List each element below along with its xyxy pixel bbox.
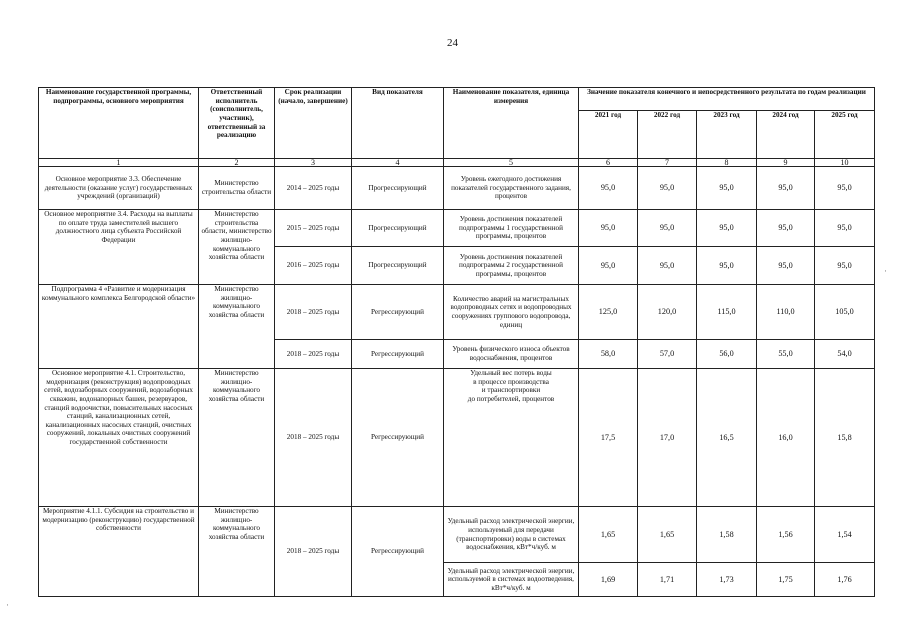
value-cell: 95,0 (815, 167, 875, 210)
value-cell: 95,0 (697, 167, 757, 210)
row-indicator: Удельный расход электрической энергии, используемый для передачи (транспортировки) воды в системах водоснабжения, кВт*ч/куб. м (444, 507, 579, 563)
value-cell: 95,0 (815, 210, 875, 247)
header-indicator: Наименование показателя, единица измерения (444, 88, 579, 159)
value-cell: 1,65 (579, 507, 638, 563)
value-cell: 57,0 (638, 340, 697, 369)
header-term: Срок реализации (начало, завершение) (275, 88, 352, 159)
row-type: Прогрессирующий (352, 210, 444, 247)
value-cell: 95,0 (757, 210, 815, 247)
value-cell: 56,0 (697, 340, 757, 369)
table-row (39, 285, 875, 340)
value-cell: 1,76 (815, 563, 875, 597)
row-executor: Министерство жилищно-коммунального хозяйства области (199, 369, 275, 507)
column-index: 6 (579, 159, 638, 167)
row-name: Мероприятие 4.1.1. Субсидия на строительство и модернизацию (реконструкцию) государственной собственности (39, 507, 199, 597)
header-row (39, 88, 875, 111)
value-cell: 95,0 (638, 167, 697, 210)
value-cell: 95,0 (697, 247, 757, 285)
row-name: Подпрограмма 4 «Развитие и модернизация коммунального комплекса Белгородской области» (39, 285, 199, 369)
column-index: 5 (444, 159, 579, 167)
row-indicator: Уровень физического износа объектов водоснабжения, процентов (444, 340, 579, 369)
value-cell: 95,0 (579, 167, 638, 210)
row-name: Основное мероприятие 4.1. Строительство, модернизация (реконструкция) водопроводных сетей, водозаборных сооружений, водозаборных скважин, водонапорных башен, резервуаров, станций водоочистки, повысительных насосных станций, канализационных сетей, канализационных насосных станций, очистных сооружений, локальных очистных сооружений государственной собственности (39, 369, 199, 507)
row-type: Прогрессирующий (352, 167, 444, 210)
value-cell: 110,0 (757, 285, 815, 340)
column-index: 2 (199, 159, 275, 167)
value-cell: 95,0 (579, 210, 638, 247)
value-cell: 95,0 (697, 210, 757, 247)
value-cell: 125,0 (579, 285, 638, 340)
row-executor: Министерство жилищно-коммунального хозяйства области (199, 507, 275, 597)
value-cell: 15,8 (815, 369, 875, 507)
value-cell: 1,58 (697, 507, 757, 563)
column-index: 1 (39, 159, 199, 167)
page-number: 24 (447, 37, 458, 49)
row-indicator: Количество аварий на магистральных водопроводных сетях и водопроводных сооружениях группового водопровода, единиц (444, 285, 579, 340)
value-cell: 115,0 (697, 285, 757, 340)
row-type: Регрессирующий (352, 340, 444, 369)
scan-mark: · (6, 600, 9, 610)
row-executor: Министерство жилищно-коммунального хозяйства области (199, 285, 275, 369)
column-index: 10 (815, 159, 875, 167)
value-cell: 17,5 (579, 369, 638, 507)
row-type: Регрессирующий (352, 369, 444, 507)
row-indicator: Удельный вес потерь воды в процессе производства и транспортировки до потребителей, процентов (444, 369, 579, 507)
header-name: Наименование государственной программы, подпрограммы, основного мероприятия (39, 88, 199, 159)
table-row (39, 167, 875, 210)
row-term: 2018 – 2025 годы (275, 507, 352, 597)
value-cell: 1,73 (697, 563, 757, 597)
value-cell: 16,5 (697, 369, 757, 507)
value-cell: 95,0 (638, 247, 697, 285)
indicators-table (38, 87, 875, 597)
row-term: 2018 – 2025 годы (275, 340, 352, 369)
value-cell: 54,0 (815, 340, 875, 369)
row-name: Основное мероприятие 3.4. Расходы на выплаты по оплате труда заместителей высшего должностного лица субъекта Российской Федерации (39, 210, 199, 285)
table-row (39, 507, 875, 563)
header-executor: Ответственный исполнитель (соисполнитель, участник), ответственный за реализацию (199, 88, 275, 159)
row-indicator: Удельный расход электрической энергии, используемой в системах водоотведения, кВт*ч/куб. м (444, 563, 579, 597)
value-cell: 1,71 (638, 563, 697, 597)
row-term: 2018 – 2025 годы (275, 369, 352, 507)
value-cell: 1,65 (638, 507, 697, 563)
row-term: 2014 – 2025 годы (275, 167, 352, 210)
column-index: 9 (757, 159, 815, 167)
column-index-row (39, 159, 875, 167)
row-term: 2016 – 2025 годы (275, 247, 352, 285)
value-cell: 95,0 (757, 247, 815, 285)
value-cell: 105,0 (815, 285, 875, 340)
table-row (39, 210, 875, 247)
value-cell: 120,0 (638, 285, 697, 340)
row-name: Основное мероприятие 3.3. Обеспечение деятельности (оказание услуг) государственных учреждений (организаций) (39, 167, 199, 210)
column-index: 4 (352, 159, 444, 167)
value-cell: 95,0 (757, 167, 815, 210)
header-year: 2023 год (697, 111, 757, 159)
value-cell: 1,54 (815, 507, 875, 563)
row-indicator: Уровень достижения показателей подпрограммы 2 государственной программы, процентов (444, 247, 579, 285)
row-type: Регрессирующий (352, 507, 444, 597)
header-year: 2022 год (638, 111, 697, 159)
row-executor: Министерство строительства области (199, 167, 275, 210)
column-index: 7 (638, 159, 697, 167)
value-cell: 95,0 (815, 247, 875, 285)
value-cell: 58,0 (579, 340, 638, 369)
value-cell: 1,69 (579, 563, 638, 597)
header-type: Вид показателя (352, 88, 444, 159)
header-year: 2024 год (757, 111, 815, 159)
value-cell: 1,75 (757, 563, 815, 597)
value-cell: 95,0 (638, 210, 697, 247)
value-cell: 1,56 (757, 507, 815, 563)
row-type: Регрессирующий (352, 285, 444, 340)
row-executor: Министерство строительства области, министерство жилищно-коммунального хозяйства области (199, 210, 275, 285)
row-indicator: Уровень достижения показателей подпрограммы 1 государственной программы, процентов (444, 210, 579, 247)
value-cell: 55,0 (757, 340, 815, 369)
header-year: 2025 год (815, 111, 875, 159)
column-index: 8 (697, 159, 757, 167)
value-cell: 16,0 (757, 369, 815, 507)
row-indicator: Уровень ежегодного достижения показателей государственного задания, процентов (444, 167, 579, 210)
scan-mark: · (884, 266, 887, 276)
header-values: Значение показателя конечного и непосредственного результата по годам реализации (579, 88, 875, 111)
column-index: 3 (275, 159, 352, 167)
row-type: Прогрессирующий (352, 247, 444, 285)
value-cell: 17,0 (638, 369, 697, 507)
row-term: 2018 – 2025 годы (275, 285, 352, 340)
table-row (39, 369, 875, 507)
header-year: 2021 год (579, 111, 638, 159)
value-cell: 95,0 (579, 247, 638, 285)
row-term: 2015 – 2025 годы (275, 210, 352, 247)
